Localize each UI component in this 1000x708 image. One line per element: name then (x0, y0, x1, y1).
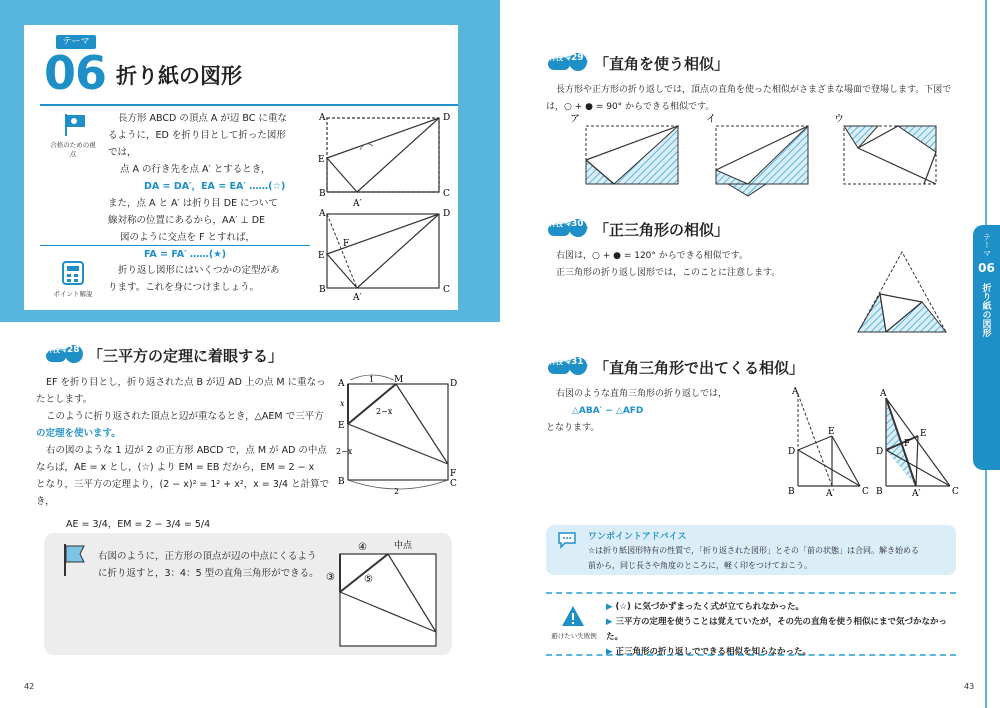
label-Ap: A′ (353, 199, 362, 209)
circle-5: ⑤ (364, 574, 373, 585)
tip-title: ワンポイントアドバイス (588, 532, 687, 542)
jin29-tag: 神技 (549, 54, 563, 62)
viewpoint-text (108, 110, 308, 263)
label-E: E (828, 427, 835, 437)
label-2mx: 2−x (376, 407, 393, 416)
arrow-icon: ▶ (606, 602, 613, 612)
label-A: A (319, 209, 326, 219)
circle-3: ③ (326, 572, 335, 583)
jin29-num: 29 (571, 53, 584, 63)
sym-a: ア (570, 114, 580, 125)
jin28-line: ならば，AE = x とし，(☆) より EM = EB だから，EM = 2 − x (36, 462, 315, 473)
page-number-left: 42 (24, 682, 35, 691)
viewpoint-line: 図のように交点を F とすれば， (120, 232, 256, 243)
theme-tab: テーマ (56, 35, 96, 49)
jin30-figure (850, 246, 960, 336)
label-Ap: A′ (353, 293, 362, 300)
label-x: x (340, 399, 345, 408)
point-line: ります。これを身につけましょう。 (108, 282, 260, 293)
tip-line: 前から，同じ長さや角度のところに，軽く印をつけておこう。 (588, 561, 812, 570)
jin31-title: 「直角三角形で出てくる相似」 (594, 359, 805, 377)
label-C: C (450, 479, 457, 489)
sym-u: ウ (834, 114, 844, 125)
flag-memo-icon (58, 540, 88, 580)
sidebar-label: テーマ (982, 233, 992, 257)
jin31-num: 31 (571, 357, 584, 367)
jin28-text (36, 374, 336, 533)
viewpoint-line: DA = DA′，EA = EA′ ……(☆) (144, 181, 286, 192)
mistake-text: (☆) に気づかずまったく式が立てられなかった。 (615, 602, 804, 612)
viewpoint-caption: 合格のための視点 (50, 141, 96, 158)
label-Ap: A′ (826, 489, 835, 499)
jin31-line: △ABA′ ∽ △AFD (572, 406, 644, 416)
label-B: B (319, 189, 326, 199)
note-line: 右図のように，正方形の頂点が辺の中点にくるよう (98, 551, 317, 562)
sym-i: イ (706, 114, 716, 125)
label-two: 2 (394, 487, 400, 496)
jin28-num: 28 (67, 345, 80, 355)
sidebar-num: 06 (978, 261, 995, 275)
label-D: D (876, 447, 884, 457)
jin28-title: 「三平方の定理に着眼する」 (88, 347, 284, 365)
jin28-line: となり，三平方の定理より，(2 − x)² = 1² + x²，x = 3/4 と計算でき， (36, 479, 330, 507)
jin31-tag: 神技 (549, 358, 563, 366)
jin28-line: EF を折り目とし，折り返された点 B が辺 AD 上の点 M に重なっ (46, 377, 326, 388)
jin29-text (546, 82, 966, 116)
note-figure (322, 536, 448, 650)
arrow-icon: ▶ (606, 647, 613, 657)
jin29-figures (568, 112, 948, 204)
theme-number: 06 (44, 46, 107, 100)
viewpoint-line: 線対称の位置にあるから，AA′ ⊥ DE (108, 215, 266, 226)
viewpoint-line: 長方形 ABCD の頂点 A が辺 BC に重な (118, 113, 287, 124)
viewpoint-line: るように，ED を折り目として折った図形 (108, 130, 286, 141)
label-C: C (952, 487, 959, 497)
label-C: C (443, 285, 450, 295)
label-Ap: A′ (912, 489, 921, 499)
label-E: E (338, 421, 345, 431)
tip-line: ☆は折り紙図形特有の性質で，「折り返された図形」とその「前の状態」は合同。解き始める (588, 546, 920, 555)
jin30-text (546, 248, 846, 282)
flag-icon (60, 112, 90, 138)
label-C: C (862, 487, 869, 497)
jin29-title: 「直角を使う相似」 (594, 55, 730, 73)
label-F: F (904, 439, 911, 449)
viewpoint-line: また，点 A と A′ は折り目 DE について (108, 198, 278, 209)
viewpoint-line: 点 A の行き先を点 A′ とするとき， (120, 164, 271, 175)
jin28-tag: 神技 (46, 346, 60, 354)
label-E: E (318, 155, 325, 165)
label-D: D (443, 113, 451, 123)
label-F: F (450, 469, 457, 479)
mistake-text: 三平方の定理を使うことは覚えていたが，その先の直角を使う相似にまで気づかなかった。 (606, 617, 948, 642)
jin29-line: 長方形や正方形の折り返しでは，頂点の直角を使った相似がさまざまな場面で登場します。下図で (556, 85, 952, 95)
jin31-line: 右図のような直角三角形の折り返しでは， (556, 389, 728, 399)
label-D: D (788, 447, 796, 457)
viewpoint-line: では， (108, 147, 137, 158)
label-B: B (338, 477, 345, 487)
jin31-figures (784, 384, 964, 500)
fold-figure-header (315, 110, 455, 300)
mistake-item (606, 615, 956, 645)
mistakes-caption: 避けたい失敗例 (551, 632, 597, 640)
jin28-line: このように折り返された頂点と辺が重なるとき，△AEM で三平方 (46, 411, 324, 422)
label-A: A (319, 113, 326, 123)
point-text (108, 262, 308, 296)
label-D: D (443, 209, 451, 219)
calculator-icon (60, 260, 86, 286)
jin28-line: たとします。 (36, 394, 93, 405)
jin29-line: は，○ + ● = 90° からできる相似です。 (546, 102, 715, 112)
jin30-line: 右図は，○ + ● = 120° からできる相似です。 (556, 251, 748, 261)
tip-text (588, 543, 952, 573)
label-A: A (338, 379, 345, 389)
page-number-right: 43 (964, 682, 975, 691)
jin31-text (546, 386, 766, 437)
mistakes-list (606, 600, 956, 660)
label-C: C (443, 189, 450, 199)
jin30-title: 「正三角形の相似」 (594, 221, 730, 239)
speech-bubble-icon (556, 530, 578, 550)
label-B: B (319, 285, 326, 295)
jin30-tag: 神技 (549, 220, 563, 228)
label-A: A (880, 389, 887, 399)
label-B: B (788, 487, 795, 497)
square-fold-figure (336, 372, 460, 498)
point-line: 折り返し図形にはいくつかの定型があ (118, 265, 280, 276)
mistake-text: 正三角形の折り返しでできる相似を知らなかった。 (615, 647, 812, 657)
jin28-line: の定理を使います。 (36, 428, 121, 439)
label-E: E (318, 251, 325, 261)
label-B: B (876, 487, 883, 497)
label-2mx-left: 2−x (336, 447, 353, 456)
warning-icon (560, 604, 586, 628)
mistake-item (606, 645, 956, 660)
label-E: E (920, 429, 927, 439)
label-D: D (450, 379, 458, 389)
arrow-icon: ▶ (606, 617, 613, 627)
mistake-item (606, 600, 956, 615)
header-rule (40, 104, 458, 106)
jin31-line: となります。 (546, 423, 600, 433)
sidebar-title: 折り紙の図形 (980, 283, 991, 337)
label-F: F (343, 239, 350, 249)
jin30-line: 正三角形の折り返し図形では，このことに注意します。 (556, 268, 781, 278)
note-line: に折り返すと，3：4：5 型の直角三角形ができる。 (98, 568, 319, 579)
sidebar-tab (973, 225, 1000, 470)
label-A: A (792, 387, 799, 397)
circle-4: ④ (358, 542, 367, 553)
jin28-line: AE = 3/4，EM = 2 − 3/4 = 5/4 (66, 519, 211, 530)
viewpoint-line: FA = FA′ ……(★) (144, 249, 227, 260)
label-mid: 中点 (394, 541, 413, 551)
jin28-line: 右の図のような 1 辺が 2 の正方形 ABCD で，点 M が AD の中点 (46, 445, 327, 456)
note-text (98, 548, 338, 582)
label-one: 1 (369, 375, 375, 384)
point-caption: ポイント解説 (53, 290, 93, 298)
jin30-num: 30 (571, 219, 584, 229)
theme-title: 折り紙の図形 (116, 64, 242, 88)
label-M: M (394, 375, 404, 385)
